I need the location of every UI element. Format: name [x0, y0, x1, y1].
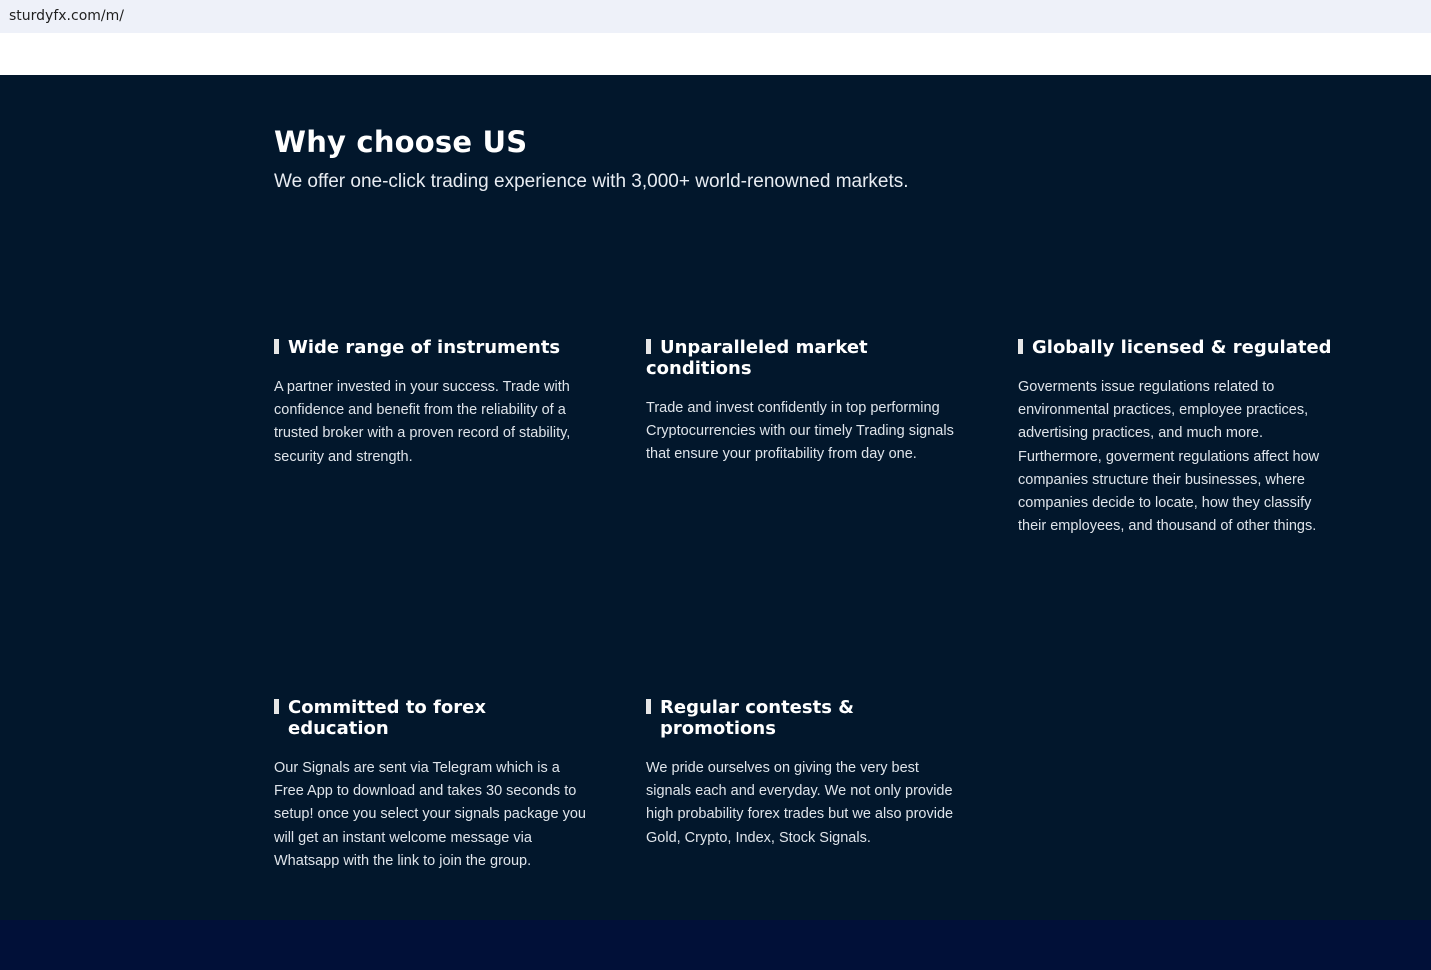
feature-wide-range-instruments: [274, 337, 592, 469]
feature-market-conditions: [646, 337, 964, 467]
page-header-gap: [0, 33, 1431, 75]
feature-title: [1018, 337, 1336, 358]
feature-title-text: Committed to forex education: [288, 697, 486, 739]
feature-description: Goverments issue regulations related to environmental practices, employee practices, advertising practices, and much more. Furthermore, goverment regulations affect how companies structure their businesses, where companies decide to locate, how they classify their employees, and thousand of other things.: [1018, 379, 1320, 535]
feature-title-text-line2: conditions: [646, 358, 752, 379]
feature-title: [274, 337, 592, 358]
feature-title-text: Wide range of instruments: [288, 337, 561, 358]
feature-description: Trade and invest confidently in top performing Cryptocurrencies with our timely Trading signals that ensure your profitability from day one.: [646, 400, 954, 463]
feature-description: Our Signals are sent via Telegram which is a Free App to download and takes 30 seconds to setup! once you select your signals package you will get an instant welcome message via Whatsapp with the link to join the group.: [274, 760, 586, 869]
title-accent-bar: [646, 339, 651, 354]
feature-forex-education: [274, 697, 592, 873]
url-text: sturdyfx.com/m/: [9, 8, 124, 24]
address-bar[interactable]: [0, 0, 1431, 33]
section-heading: Why choose US: [274, 125, 528, 159]
feature-title-text: Unparalleled market: [660, 337, 868, 358]
feature-title-text: Regular contests & promotions: [660, 697, 854, 739]
feature-title: [274, 697, 592, 739]
feature-description: A partner invested in your success. Trade with confidence and benefit from the reliability of a trusted broker with a proven record of stability, security and strength.: [274, 379, 571, 465]
title-accent-bar: [274, 339, 279, 354]
feature-title: [646, 337, 964, 379]
footer-section: [0, 920, 1431, 970]
feature-title-text: Globally licensed & regulated: [1032, 337, 1332, 358]
title-accent-bar: [274, 699, 279, 714]
feature-title: [646, 697, 964, 739]
title-accent-bar: [1018, 339, 1023, 354]
feature-licensed-regulated: [1018, 337, 1336, 538]
title-accent-bar: [646, 699, 651, 714]
feature-contests-promotions: [646, 697, 964, 850]
feature-description: We pride ourselves on giving the very best signals each and everyday. We not only provide high probability forex trades but we also provide Gold, Crypto, Index, Stock Signals.: [646, 760, 954, 846]
section-subheading: We offer one-click trading experience with 3,000+ world-renowned markets.: [274, 171, 909, 192]
